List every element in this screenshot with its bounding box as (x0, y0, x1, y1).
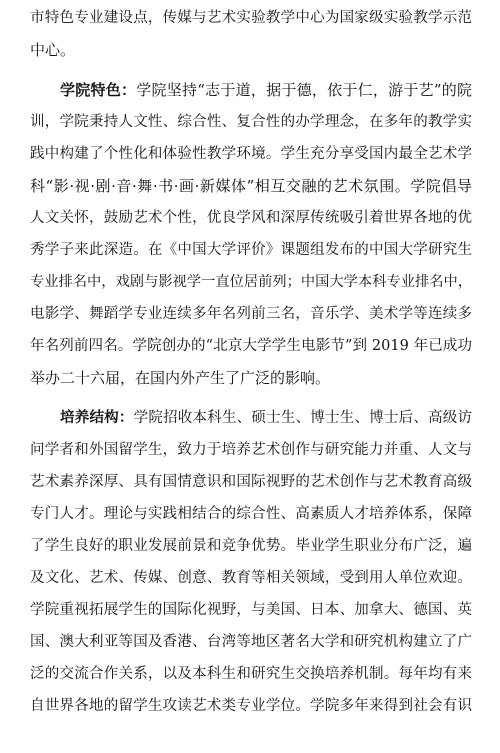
features-first-line (60, 74, 472, 106)
text-line: 秀学子来此深造。在《中国大学评价》课题组发布的中国大学研究生 (30, 242, 472, 258)
structure-first-line (60, 402, 472, 434)
text-line: 学院重视拓展学生的国际化视野，与美国、日本、加拿大、德国、英 (30, 602, 472, 618)
text-line: 自世界各地的留学生攻读艺术类专业学位。学院多年来得到社会有识 (30, 698, 472, 714)
text-line: 学院坚持“志于道，据于德，依于仁，游于艺”的院 (136, 81, 472, 99)
text-line: 市特色专业建设点，传媒与艺术实验教学中心为国家级实验教学示范 (30, 10, 472, 26)
text-line: 艺术素养深厚、具有国情意识和国际视野的艺术创作与艺术教育高级 (30, 474, 472, 490)
text-line: 人文关怀，鼓励艺术个性，优良学风和深厚传统吸引着世界各地的优 (30, 210, 472, 226)
text-line: 国、澳大利亚等国及香港、台湾等地区著名大学和研究机构建立了广 (30, 634, 472, 650)
text-line: 专业排名中，戏剧与影视学一直位居前列；中国大学本科专业排名中， (30, 274, 472, 290)
text-line: 科“影·视·剧·音·舞·书·画·新媒体”相互交融的艺术氛围。学院倡导 (30, 177, 472, 195)
text-line: 举办二十六届，在国内外产生了广泛的影响。 (30, 369, 331, 387)
text-line: 及文化、艺术、传媒、创意、教育等相关领域，受到用人单位欢迎。 (30, 570, 472, 586)
text-line: 泛的交流合作关系，以及本科生和研究生交换培养机制。每年均有来 (30, 666, 472, 682)
text-line: 学院招收本科生、硕士生、博士生、博士后、高级访 (133, 410, 473, 426)
features-heading: 学院特色： (60, 81, 137, 99)
text-line: 年名列前四名。学院创办的“北京大学学生电影节”到 2019 年已成功 (30, 338, 472, 354)
text-line: 践中构建了个性化和体验性教学环境。学生充分享受国内最全艺术学 (30, 146, 472, 162)
text-line: 训，学院秉持人文性、综合性、复合性的办学理念，在多年的教学实 (30, 114, 472, 130)
structure-heading: 培养结构： (60, 410, 134, 426)
text-line: 了学生良好的职业发展前景和竞争优势。毕业学生职业分布广泛，遍 (30, 538, 472, 554)
text-line: 电影学、舞蹈学专业连续多年名列前三名，音乐学、美术学等连续多 (30, 306, 472, 322)
text-line: 专门人才。理论与实践相结合的综合性、高素质人才培养体系，保障 (30, 506, 472, 522)
text-line: 中心。 (30, 41, 76, 59)
text-line: 问学者和外国留学生，致力于培养艺术创作与研究能力并重、人文与 (30, 442, 472, 458)
